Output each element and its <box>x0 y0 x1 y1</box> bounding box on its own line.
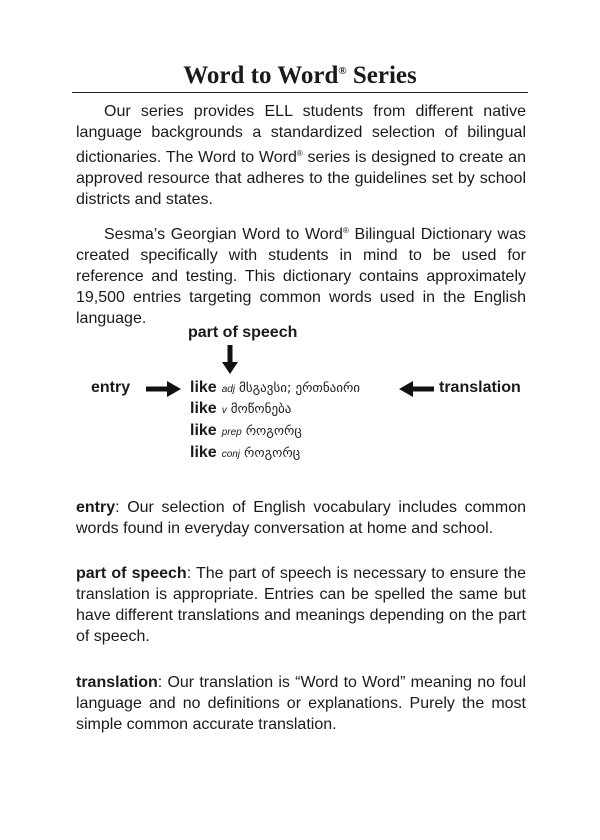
arrow-down-icon <box>222 345 238 375</box>
dictionary-entry <box>190 421 302 443</box>
definition-part-of-speech <box>76 563 526 647</box>
dictionary-entry <box>190 399 291 421</box>
title-registered-mark: ® <box>338 65 347 77</box>
intro-p1-registered-mark: ® <box>296 149 303 158</box>
entry-part-of-speech: adj <box>221 384 236 395</box>
entry-translation: როგორც <box>245 424 302 439</box>
definition-translation <box>76 672 526 735</box>
intro-p1-text-a: Our series provides ELL students from different native language backgrounds a standardized selection of bilingual dictionaries. The Word to Word <box>76 103 526 166</box>
definition-term: translation <box>76 674 158 691</box>
entry-part-of-speech: prep <box>221 427 242 438</box>
title-underline <box>72 92 528 93</box>
arrow-left-icon <box>398 381 434 397</box>
entry-headword: like <box>190 422 217 439</box>
definition-term: part of speech <box>76 565 187 582</box>
entry-translation: მსგავსი; ერთნაირი <box>239 381 361 396</box>
entry-label: entry <box>91 379 131 396</box>
entry-headword: like <box>190 379 217 396</box>
entry-part-of-speech: v <box>221 405 227 416</box>
intro-p2-registered-mark: ® <box>342 226 349 235</box>
intro-paragraph-1 <box>76 101 526 210</box>
title-text: Word to Word <box>183 62 339 89</box>
entry-translation: როგორც <box>244 446 301 461</box>
intro-p2-text-a: Sesma’s Georgian Word to Word <box>104 226 343 243</box>
entry-headword: like <box>190 444 217 461</box>
title-suffix: Series <box>346 62 417 89</box>
dictionary-entry <box>190 378 360 400</box>
entry-translation: მოწონება <box>230 402 292 417</box>
definition-entry <box>76 497 526 539</box>
definition-text: : Our translation is “Word to Word” meaning no foul language and no definitions or explanations. Purely the most simple common accurate translation. <box>76 674 526 733</box>
entry-headword: like <box>190 400 217 417</box>
part-of-speech-label: part of speech <box>188 324 298 341</box>
definition-text: : Our selection of English vocabulary includes common words found in everyday conversation at home and school. <box>76 499 526 537</box>
intro-p1-text-b: series is designed to create an approved resource that adheres to the guidelines set by school districts and states. <box>76 149 526 208</box>
dictionary-entry <box>190 443 300 465</box>
definition-text: : The part of speech is necessary to ensure the translation is appropriate. Entries can be spelled the same but have different translations and meanings depending on the part of speech. <box>76 565 527 645</box>
intro-p2-text-b: Bilingual Dictionary was created specifically with students in mind to be used for reference and testing. This dictionary contains approximately 19,500 entries targeting common words used in the English language. <box>76 226 527 327</box>
arrow-right-icon <box>146 381 182 397</box>
entry-part-of-speech: conj <box>221 449 241 460</box>
intro-paragraph-2 <box>76 220 526 329</box>
definition-term: entry <box>76 499 116 516</box>
translation-label: translation <box>439 379 521 396</box>
page-title <box>0 56 600 91</box>
